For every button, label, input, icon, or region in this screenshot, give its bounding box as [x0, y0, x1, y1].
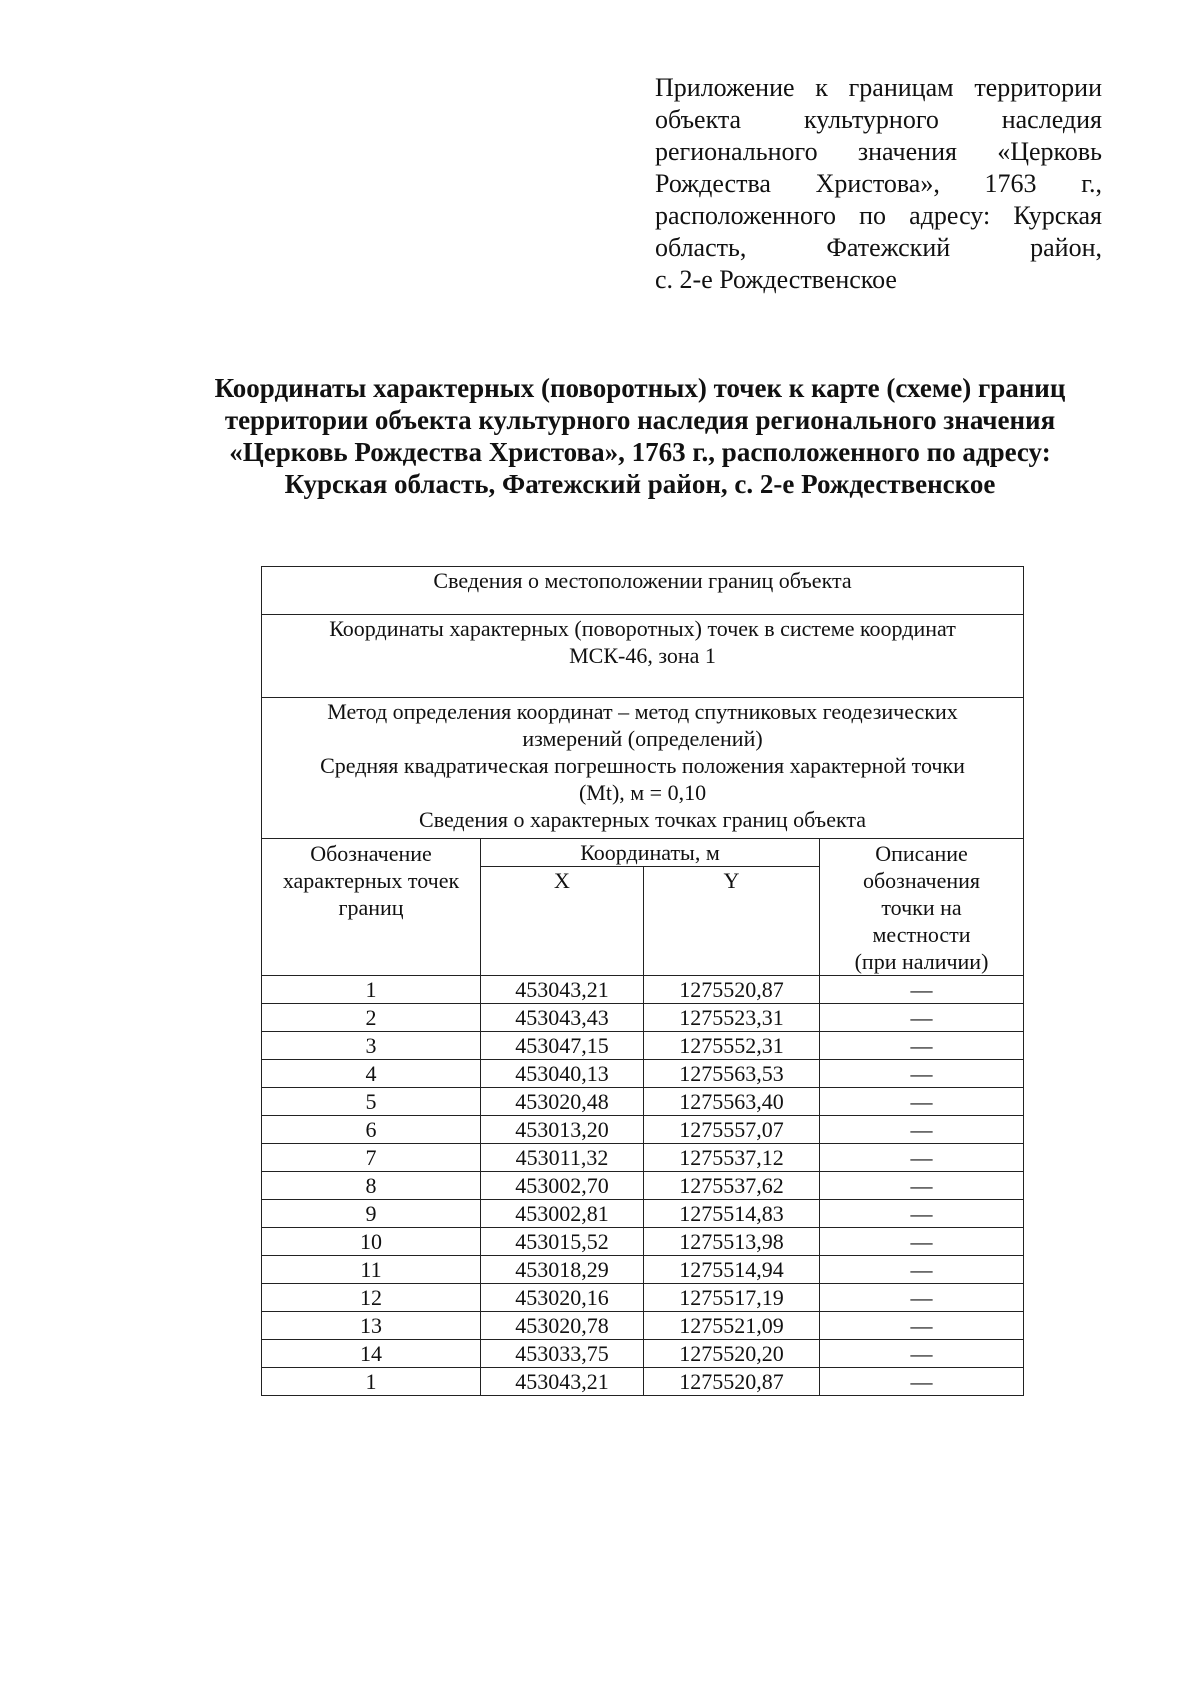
y-cell: 1275523,31	[644, 1004, 820, 1032]
table-row	[262, 1228, 1024, 1256]
y-cell: 1275513,98	[644, 1228, 820, 1256]
table-row	[262, 1256, 1024, 1284]
x-cell: 453020,78	[481, 1312, 644, 1340]
method-line: Сведения о характерных точках границ объекта	[419, 807, 866, 832]
description-cell: —	[820, 1312, 1024, 1340]
x-cell: 453047,15	[481, 1032, 644, 1060]
description-cell: —	[820, 1116, 1024, 1144]
y-cell: 1275537,62	[644, 1172, 820, 1200]
coordinates-table	[261, 566, 1024, 1396]
appendix-line: регионального значения «Церковь	[655, 137, 1102, 166]
table-row	[262, 976, 1024, 1004]
title-line: территории объекта культурного наследия регионального значения	[224, 405, 1056, 435]
point-cell: 3	[262, 1032, 481, 1060]
y-cell: 1275563,40	[644, 1088, 820, 1116]
appendix-header	[655, 72, 1102, 296]
point-cell: 2	[262, 1004, 481, 1032]
table-row	[262, 1004, 1024, 1032]
header-point-designation: Обозначение характерных точек границ	[262, 839, 481, 976]
table-row	[262, 1116, 1024, 1144]
point-cell: 12	[262, 1284, 481, 1312]
x-cell: 453043,21	[481, 1368, 644, 1396]
coordinate-system-line: Координаты характерных (поворотных) точек в системе координат	[329, 616, 956, 641]
x-cell: 453013,20	[481, 1116, 644, 1144]
description-cell: —	[820, 1256, 1024, 1284]
description-cell: —	[820, 1284, 1024, 1312]
x-cell: 453043,21	[481, 976, 644, 1004]
x-cell: 453018,29	[481, 1256, 644, 1284]
point-cell: 7	[262, 1144, 481, 1172]
table-row	[262, 1284, 1024, 1312]
y-cell: 1275520,87	[644, 976, 820, 1004]
point-cell: 10	[262, 1228, 481, 1256]
header-y: Y	[644, 867, 820, 976]
x-cell: 453015,52	[481, 1228, 644, 1256]
method-section	[262, 698, 1024, 839]
y-cell: 1275563,53	[644, 1060, 820, 1088]
x-cell: 453033,75	[481, 1340, 644, 1368]
table-row	[262, 1088, 1024, 1116]
header-description	[820, 839, 1024, 976]
x-cell: 453040,13	[481, 1060, 644, 1088]
y-cell: 1275514,94	[644, 1256, 820, 1284]
table-row	[262, 1172, 1024, 1200]
description-cell: —	[820, 1200, 1024, 1228]
x-cell: 453002,70	[481, 1172, 644, 1200]
description-cell: —	[820, 1340, 1024, 1368]
y-cell: 1275520,20	[644, 1340, 820, 1368]
y-cell: 1275552,31	[644, 1032, 820, 1060]
table-row	[262, 1032, 1024, 1060]
y-cell: 1275521,09	[644, 1312, 820, 1340]
description-cell: —	[820, 976, 1024, 1004]
x-cell: 453020,16	[481, 1284, 644, 1312]
y-cell: 1275537,12	[644, 1144, 820, 1172]
point-cell: 1	[262, 976, 481, 1004]
title-line: Курская область, Фатежский район, с. 2-е Рождественское	[284, 469, 996, 499]
table-row	[262, 1060, 1024, 1088]
x-cell: 453002,81	[481, 1200, 644, 1228]
point-cell: 4	[262, 1060, 481, 1088]
x-cell: 453020,48	[481, 1088, 644, 1116]
method-line: (Mt), м = 0,10	[578, 780, 707, 805]
y-cell: 1275520,87	[644, 1368, 820, 1396]
description-cell: —	[820, 1088, 1024, 1116]
boundaries-section-header: Сведения о местоположении границ объекта	[262, 567, 1024, 615]
header-description-line: обозначения	[862, 868, 981, 893]
header-description-line: (при наличии)	[854, 949, 989, 974]
table-row	[262, 1340, 1024, 1368]
appendix-line: Рождества Христова», 1763 г.,	[655, 169, 1102, 198]
method-line: Метод определения координат – метод спутниковых геодезических	[327, 699, 958, 724]
x-cell: 453043,43	[481, 1004, 644, 1032]
description-cell: —	[820, 1004, 1024, 1032]
header-description-line: местности	[872, 922, 971, 947]
y-cell: 1275514,83	[644, 1200, 820, 1228]
appendix-line: Приложение к границам территории	[655, 73, 1102, 102]
header-description-line: точки на	[881, 895, 962, 920]
point-cell: 11	[262, 1256, 481, 1284]
appendix-line: расположенного по адресу: Курская	[655, 201, 1102, 230]
table-row	[262, 1200, 1024, 1228]
x-cell: 453011,32	[481, 1144, 644, 1172]
document-title	[160, 372, 1120, 500]
method-line: измерений (определений)	[522, 726, 763, 751]
point-cell: 6	[262, 1116, 481, 1144]
point-cell: 13	[262, 1312, 481, 1340]
description-cell: —	[820, 1060, 1024, 1088]
table-row	[262, 1144, 1024, 1172]
table-row	[262, 1368, 1024, 1396]
title-line: Координаты характерных (поворотных) точек к карте (схеме) границ	[214, 373, 1066, 403]
appendix-line: с. 2-е Рождественское	[655, 265, 897, 294]
point-cell: 5	[262, 1088, 481, 1116]
header-coordinates: Координаты, м	[481, 839, 820, 867]
y-cell: 1275557,07	[644, 1116, 820, 1144]
description-cell: —	[820, 1144, 1024, 1172]
appendix-line: объекта культурного наследия	[655, 105, 1102, 134]
description-cell: —	[820, 1368, 1024, 1396]
point-cell: 8	[262, 1172, 481, 1200]
title-line: «Церковь Рождества Христова», 1763 г., расположенного по адресу:	[229, 437, 1051, 467]
description-cell: —	[820, 1032, 1024, 1060]
y-cell: 1275517,19	[644, 1284, 820, 1312]
point-cell: 9	[262, 1200, 481, 1228]
description-cell: —	[820, 1228, 1024, 1256]
coordinate-system-line: МСК-46, зона 1	[569, 643, 716, 668]
header-x: X	[481, 867, 644, 976]
point-cell: 14	[262, 1340, 481, 1368]
table-row	[262, 1312, 1024, 1340]
coordinate-system-header	[262, 615, 1024, 698]
point-cell: 1	[262, 1368, 481, 1396]
method-line: Средняя квадратическая погрешность положения характерной точки	[320, 753, 965, 778]
description-cell: —	[820, 1172, 1024, 1200]
appendix-line: область, Фатежский район,	[655, 233, 1102, 262]
header-description-line: Описание	[875, 841, 968, 866]
